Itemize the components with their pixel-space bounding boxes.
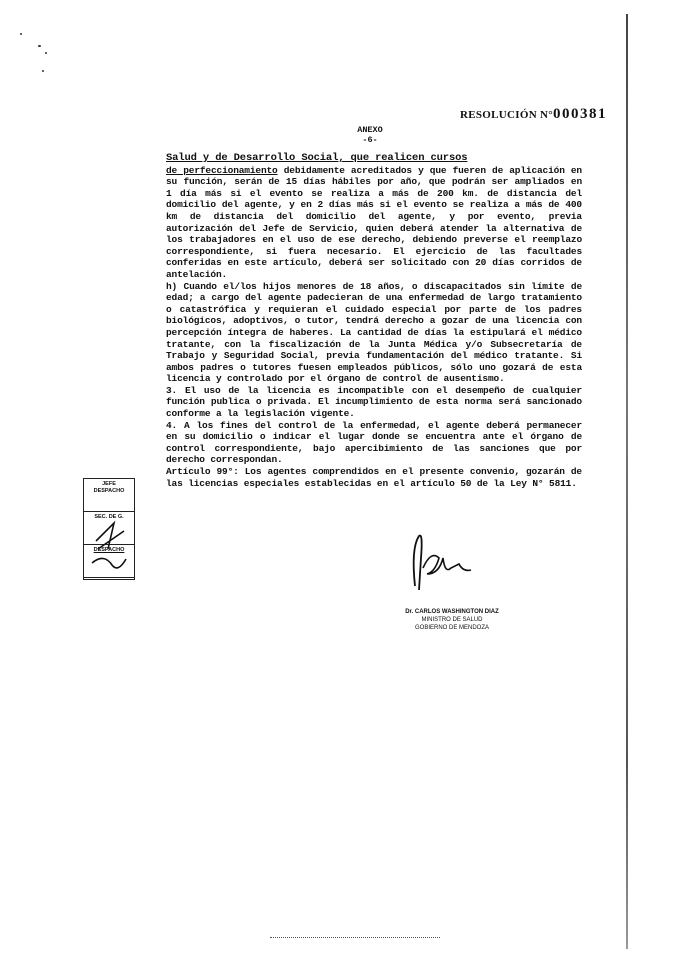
resolution-label: RESOLUCIÓN N° <box>460 109 553 121</box>
signatory-title: MINISTRO DE SALUD <box>421 617 483 623</box>
resolution-value: 000381 <box>552 106 607 122</box>
scan-speck <box>20 33 22 35</box>
scan-footer-marks <box>270 937 440 941</box>
paragraph-3: 3. El uso de la licencia es incompatible con el desempeño de cualquier función publica o privada. El incumplimiento de esta norma será sancionado conforme a la legislación vigente. <box>166 384 582 420</box>
paragraph-4: 4. A los fines del control de la enfermedad, el agente deberá permanecer en su domicilio o indicar el lugar donde se encuentra ante el órgano de control correspondiente, bajo apercibimiento de las sanciones que por derecho correspondan. <box>166 419 582 466</box>
signatory-block <box>392 608 512 632</box>
underlined-heading: Salud y de Desarrollo Social, que realicen cursos <box>166 152 468 164</box>
scan-speck <box>38 45 41 47</box>
signatory-name: Dr. CARLOS WASHINGTON DIAZ <box>405 609 499 615</box>
office-stamp <box>83 478 135 580</box>
stamp-line-3: SEC. DE G. <box>94 514 124 520</box>
resolution-number <box>460 106 607 123</box>
document-body <box>166 152 582 489</box>
stamp-line-4: DESPACHO <box>93 547 125 553</box>
annex-title: ANEXO <box>357 125 383 135</box>
annex-header <box>350 125 390 145</box>
underlined-phrase: de perfeccionamiento <box>166 164 278 176</box>
paragraph-1 <box>166 152 582 281</box>
signatory-org: GOBIERNO DE MENDOZA <box>414 625 489 631</box>
stamp-line-1: JEFE <box>102 481 116 487</box>
page-number: -6- <box>362 135 378 145</box>
paragraph-2: h) Cuando el/los hijos menores de 18 años, o discapacitados sin límite de edad; a cargo del agente padecieran de una enfermedad de largo tratamiento o catastrófica y requieran el cuidado especial por parte de los padres biológicos, adoptivos, o tutor, tendrá derecho a gozar de una licencia con percepción íntegra de haberes. La cantidad de días la estipulará el médico tratante, con la fiscalización de la Junta Médica y/o Subsecretaría de Trabajo y Seguridad Social, previa fundamentación del médico tratante. Si ambos padres o tutores fuesen empleados públicos, sólo uno gozará de esta licencia y controlado por el órgano de control de ausentismo. <box>166 280 582 385</box>
scan-edge-line <box>626 14 628 949</box>
scan-speck <box>42 70 44 72</box>
stamp-line-2: DESPACHO <box>93 488 125 494</box>
paragraph-1-text: debidamente acreditados y que fueren de aplicación en su función, serán de 15 días hábiles por año, que podrán ser ampliados en 1 día más si el evento se realiza a más de 200 km. de distancia del domicilio del agente, y en 2 días más si el evento se realiza a más de 400 km de distancia del domicilio del agente, y por evento, previa autorización del Jefe de Servicio, quien deberá atender la alternativa de los trabajadores en el uso de ese derecho, debiendo preverse el reemplazo correspondiente, si fuera necesario. El ejercicio de las facultades conferidas en este artículo, deberá ser solicitado con 20 días corridos de antelación. <box>166 164 582 280</box>
scan-speck <box>45 52 47 54</box>
signature-mark <box>405 528 485 608</box>
stamp-initials-scribble <box>84 479 134 579</box>
paragraph-5: Artículo 99°: Los agentes comprendidos en el presente convenio, gozarán de las licencias especiales establecidas en el artículo 50 de la Ley N° 5811. <box>166 466 582 489</box>
